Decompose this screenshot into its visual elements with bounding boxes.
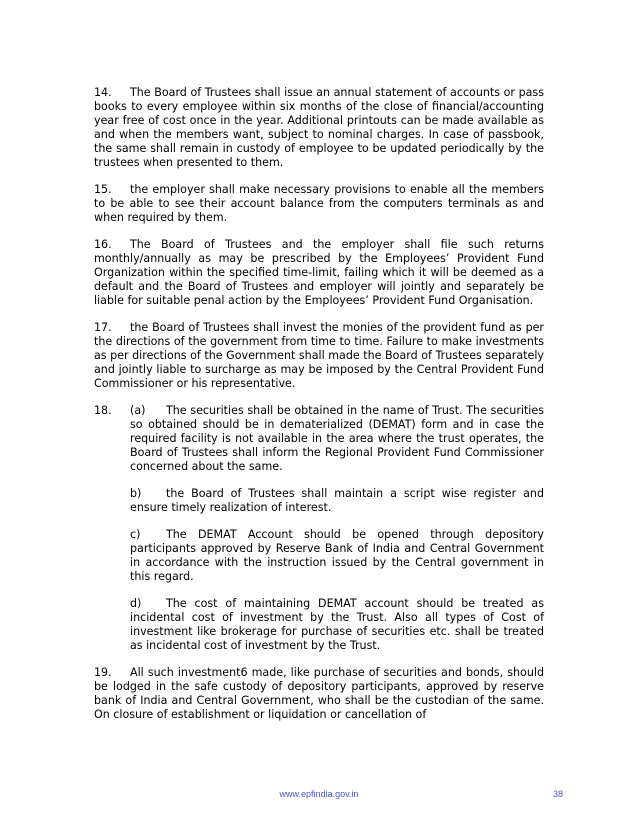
subclause-text: the Board of Trustees shall maintain a script wise register and ensure timely realization of interest. [130,487,544,514]
paragraph-number: 16. [94,238,112,251]
subclause-list [130,404,544,653]
paragraph-14 [94,86,544,170]
paragraph-17 [94,321,544,391]
paragraph-number: 14. [94,86,112,99]
subclause-d [130,597,544,653]
footer-website-link[interactable]: www.epfindia.gov.in [279,789,359,799]
subclause-a [130,404,544,474]
subclause-text: The cost of maintaining DEMAT account should be treated as incidental cost of investment by the Trust. Also all types of Cost of investment like brokerage for purchase of securities etc. shall be treated as incidental cost of investment by the Trust. [130,597,544,652]
paragraph-number: 17. [94,321,112,334]
paragraph-number: 15. [94,183,112,196]
subclause-label: c) [130,528,141,541]
paragraph-number: 19. [94,666,112,679]
subclause-b [130,487,544,515]
paragraph-text: the employer shall make necessary provisions to enable all the members to be able to see their account balance from the computers terminals as and when required by them. [94,183,544,224]
subclause-text: The securities shall be obtained in the name of Trust. The securities so obtained should be in dematerialized (DEMAT) form and in case the required facility is not available in the area where the trust operates, the Board of Trustees shall inform the Regional Provident Fund Commissioner concerned about the same. [130,404,544,473]
subclause-label: b) [130,487,142,500]
document-body [94,86,544,735]
paragraph-16 [94,238,544,308]
page-number: 38 [553,789,564,799]
subclause-label: d) [130,597,142,610]
paragraph-18 [94,404,544,653]
subclause-label: (a) [130,404,146,417]
paragraph-19 [94,666,544,722]
paragraph-number: 18. [94,404,112,417]
subclause-text: The DEMAT Account should be opened through depository participants approved by Reserve Bank of India and Central Government in accordance with the instruction issued by the Central government in this regard. [130,528,544,583]
paragraph-15 [94,183,544,225]
subclause-c [130,528,544,584]
paragraph-text: the Board of Trustees shall invest the monies of the provident fund as per the directions of the government from time to time. Failure to make investments as per directions of the Government shall made the Board of Trustees separately and jointly liable to surcharge as may be imposed by the Central Provident Fund Commissioner or his representative. [94,321,544,390]
paragraph-text: All such investment6 made, like purchase of securities and bonds, should be lodged in the safe custody of depository participants, approved by reserve bank of India and Central Government, who shall be the custodian of the same. On closure of establishment or liquidation or cancellation of [94,666,544,721]
paragraph-text: The Board of Trustees and the employer shall file such returns monthly/annually as may be prescribed by the Employees’ Provident Fund Organization within the specified time-limit, failing which it will be deemed as a default and the Board of Trustees and employer will jointly and separately be liable for suitable penal action by the Employees’ Provident Fund Organisation. [94,238,544,307]
paragraph-text: The Board of Trustees shall issue an annual statement of accounts or pass books to every employee within six months of the close of financial/accounting year free of cost once in the year. Additional printouts can be made available as and when the members want, subject to nominal charges. In case of passbook, the same shall remain in custody of employee to be updated periodically by the trustees when presented to them. [94,86,544,169]
